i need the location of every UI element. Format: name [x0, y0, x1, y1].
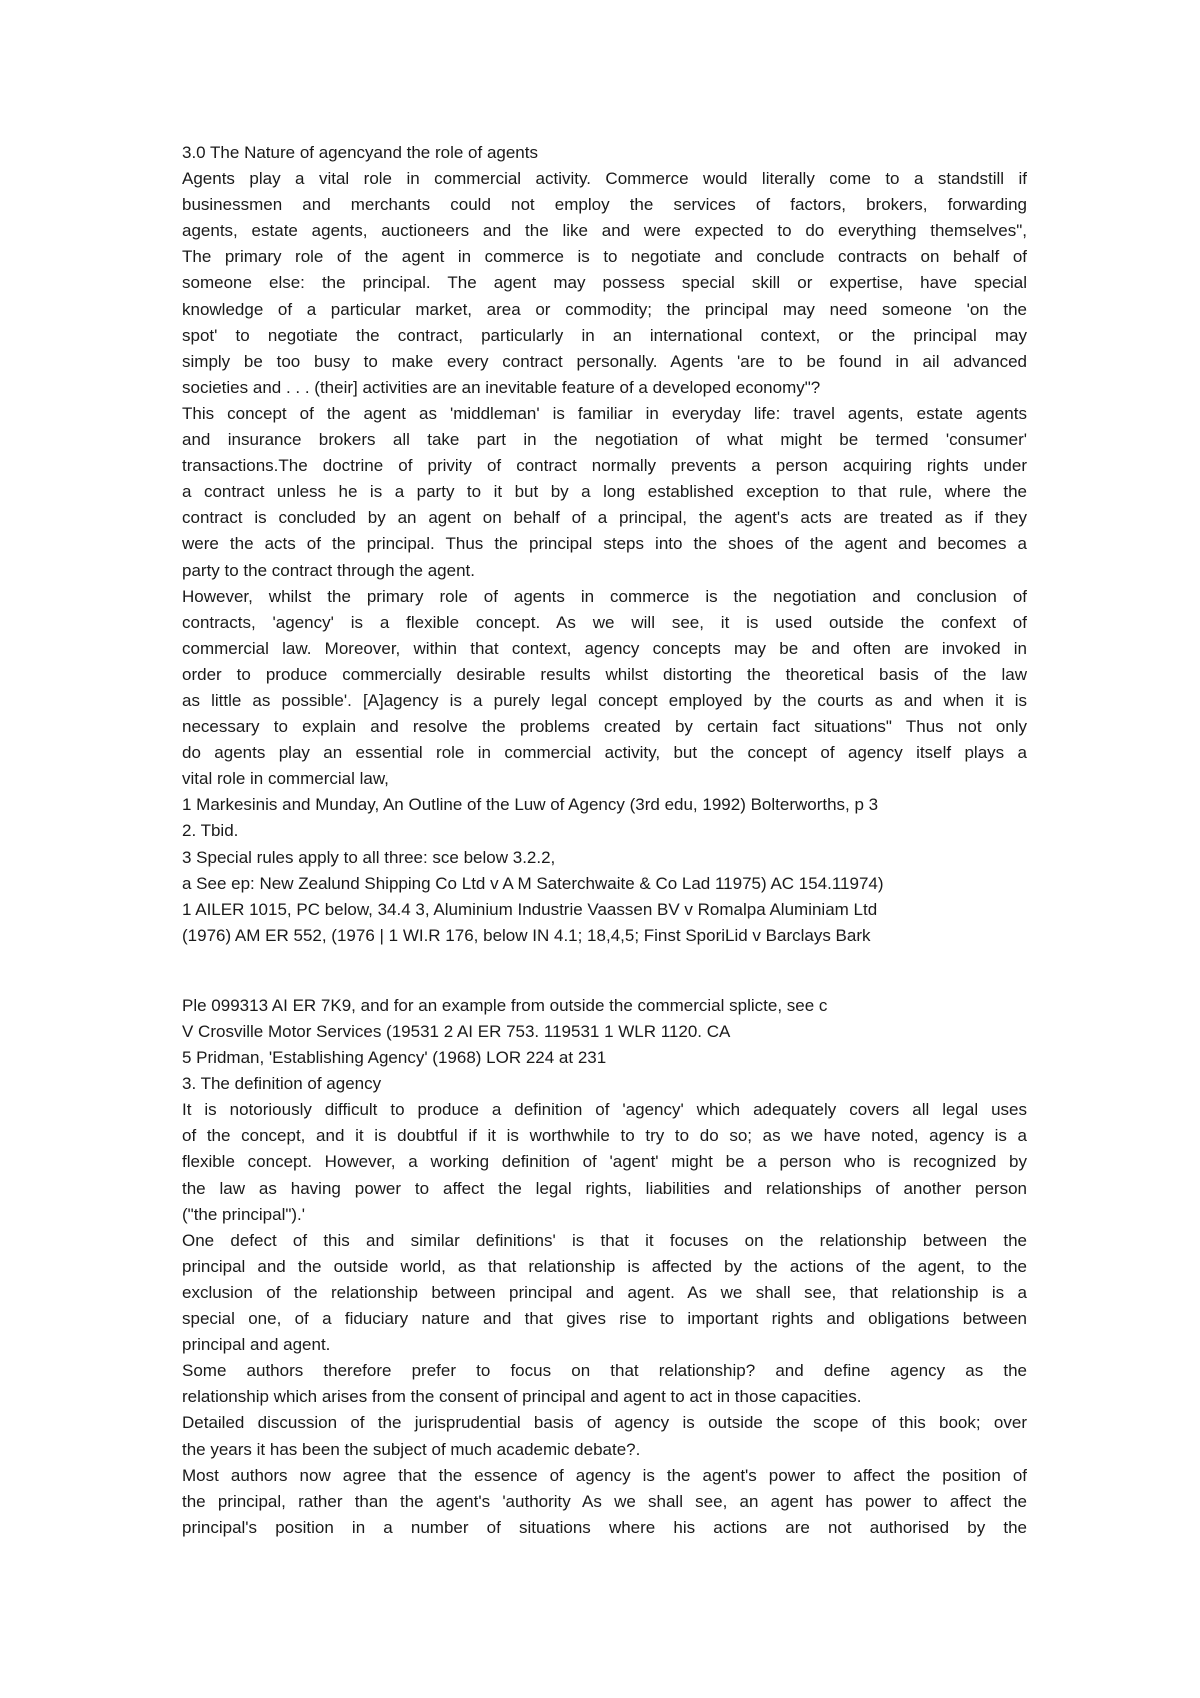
- text-line: 1 Markesinis and Munday, An Outline of the Luw of Agency (3rd edu, 1992) Bolterworths, p 3: [182, 795, 879, 815]
- text-line: V Crosville Motor Services (19531 2 AI ER 753. 119531 1 WLR 1120. CA: [182, 1022, 731, 1041]
- text-line: principal's position in a number of situations where his actions are not authorised by the: [182, 1517, 1027, 1537]
- text-line: and insurance brokers all take part in the negotiation of what might be termed 'consumer': [182, 430, 1027, 450]
- text-line: do agents play an essential role in commercial activity, but the concept of agency itself plays a: [182, 743, 1027, 763]
- text-line: as little as possible'. [A]agency is a purely legal concept employed by the courts as and when it is: [182, 690, 1027, 710]
- text-line: It is notoriously difficult to produce a definition of 'agency' which adequately covers all legal uses: [182, 1100, 1027, 1120]
- text-line: agents, estate agents, auctioneers and the like and were expected to do everything themselves",: [182, 221, 1027, 241]
- text-line: the law as having power to affect the legal rights, liabilities and relationships of another person: [182, 1178, 1027, 1198]
- text-line: the years it has been the subject of much academic debate?.: [182, 1439, 641, 1459]
- text-line: necessary to explain and resolve the problems created by certain fact situations" Thus not only: [182, 717, 1027, 737]
- text-line: ("the principal").': [182, 1204, 306, 1224]
- text-line: of the concept, and it is doubtful if it is worthwhile to try to do so; as we have noted, agency is a: [182, 1126, 1027, 1146]
- text-line: 2. Tbid.: [182, 821, 239, 841]
- text-line: However, whilst the primary role of agents in commerce is the negotiation and conclusion of: [182, 586, 1027, 606]
- text-line: societies and . . . (their] activities are an inevitable feature of a developed economy"?: [182, 377, 821, 397]
- text-line: businessmen and merchants could not employ the services of factors, brokers, forwarding: [182, 195, 1027, 215]
- text-line: principal and the outside world, as that relationship is affected by the actions of the agent, to the: [182, 1256, 1027, 1276]
- text-line: simply be too busy to make every contract personally. Agents 'are to be found in ail advanced: [182, 351, 1027, 371]
- text-line: knowledge of a particular market, area or commodity; the principal may need someone 'on the: [182, 299, 1027, 319]
- text-line: 1 AILER 1015, PC below, 34.4 3, Aluminium Industrie Vaassen BV v Romalpa Aluminiam Ltd: [182, 899, 878, 919]
- text-line: Ple 099313 AI ER 7K9, and for an example from outside the commercial splicte, see c: [182, 995, 828, 1015]
- text-line: The primary role of the agent in commerce is to negotiate and conclude contracts on behalf of: [182, 247, 1027, 267]
- text-line: contracts, 'agency' is a flexible concept. As we will see, it is used outside the confext of: [182, 612, 1027, 632]
- text-line: Some authors therefore prefer to focus on that relationship? and define agency as the: [182, 1361, 1027, 1381]
- text-line: Most authors now agree that the essence of agency is the agent's power to affect the position of: [182, 1465, 1027, 1485]
- text-line: Agents play a vital role in commercial activity. Commerce would literally come to a standstill if: [182, 169, 1027, 189]
- text-line: someone else: the principal. The agent may possess special skill or expertise, have special: [182, 273, 1027, 293]
- text-line: a See ep: New Zealund Shipping Co Ltd v A M Saterchwaite & Co Lad 11975) AC 154.11974): [182, 873, 884, 893]
- document-block-continued: [182, 993, 1027, 1541]
- text-line: contract is concluded by an agent on behalf of a principal, the agent's acts are treated as if they: [182, 508, 1027, 528]
- text-line: (1976) AM ER 552, (1976 | 1 WI.R 176, below IN 4.1; 18,4,5; Finst SporiLid v Barclays Bark: [182, 925, 871, 945]
- document-page: [182, 140, 1027, 1541]
- text-line: relationship which arises from the consent of principal and agent to act in those capacities.: [182, 1387, 862, 1407]
- text-line: order to produce commercially desirable results whilst distorting the theoretical basis of the law: [182, 664, 1027, 684]
- text-line: This concept of the agent as 'middleman' is familiar in everyday life: travel agents, estate agents: [182, 403, 1027, 423]
- text-line: commercial law. Moreover, within that context, agency concepts may be and often are invoked in: [182, 638, 1027, 658]
- text-line: transactions.The doctrine of privity of contract normally prevents a person acquiring rights under: [182, 456, 1027, 476]
- text-line: 3 Special rules apply to all three: sce below 3.2.2,: [182, 847, 556, 867]
- text-line: exclusion of the relationship between principal and agent. As we shall see, that relationship is a: [182, 1282, 1027, 1302]
- text-line: the principal, rather than the agent's 'authority As we shall see, an agent has power to affect the: [182, 1491, 1027, 1511]
- text-line: principal and agent.: [182, 1335, 331, 1355]
- text-line: One defect of this and similar definitions' is that it focuses on the relationship between the: [182, 1230, 1027, 1250]
- text-line: spot' to negotiate the contract, particularly in an international context, or the principal may: [182, 325, 1027, 345]
- text-line: 3. The definition of agency: [182, 1074, 382, 1094]
- text-line: 3.0 The Nature of agencyand the role of agents: [182, 143, 538, 162]
- text-line: party to the contract through the agent.: [182, 560, 475, 580]
- text-line: special one, of a fiduciary nature and that gives rise to important rights and obligations between: [182, 1309, 1027, 1329]
- text-line: vital role in commercial law,: [182, 769, 389, 789]
- document-block-main: [182, 140, 1027, 949]
- text-line: a contract unless he is a party to it but by a long established exception to that rule, where the: [182, 482, 1027, 502]
- text-line: flexible concept. However, a working definition of 'agent' might be a person who is recognized by: [182, 1152, 1027, 1172]
- block-separator: [182, 949, 1027, 993]
- text-line: Detailed discussion of the jurisprudential basis of agency is outside the scope of this book; over: [182, 1413, 1027, 1433]
- text-line: were the acts of the principal. Thus the principal steps into the shoes of the agent and becomes a: [182, 534, 1027, 554]
- text-line: 5 Pridman, 'Establishing Agency' (1968) LOR 224 at 231: [182, 1048, 607, 1068]
